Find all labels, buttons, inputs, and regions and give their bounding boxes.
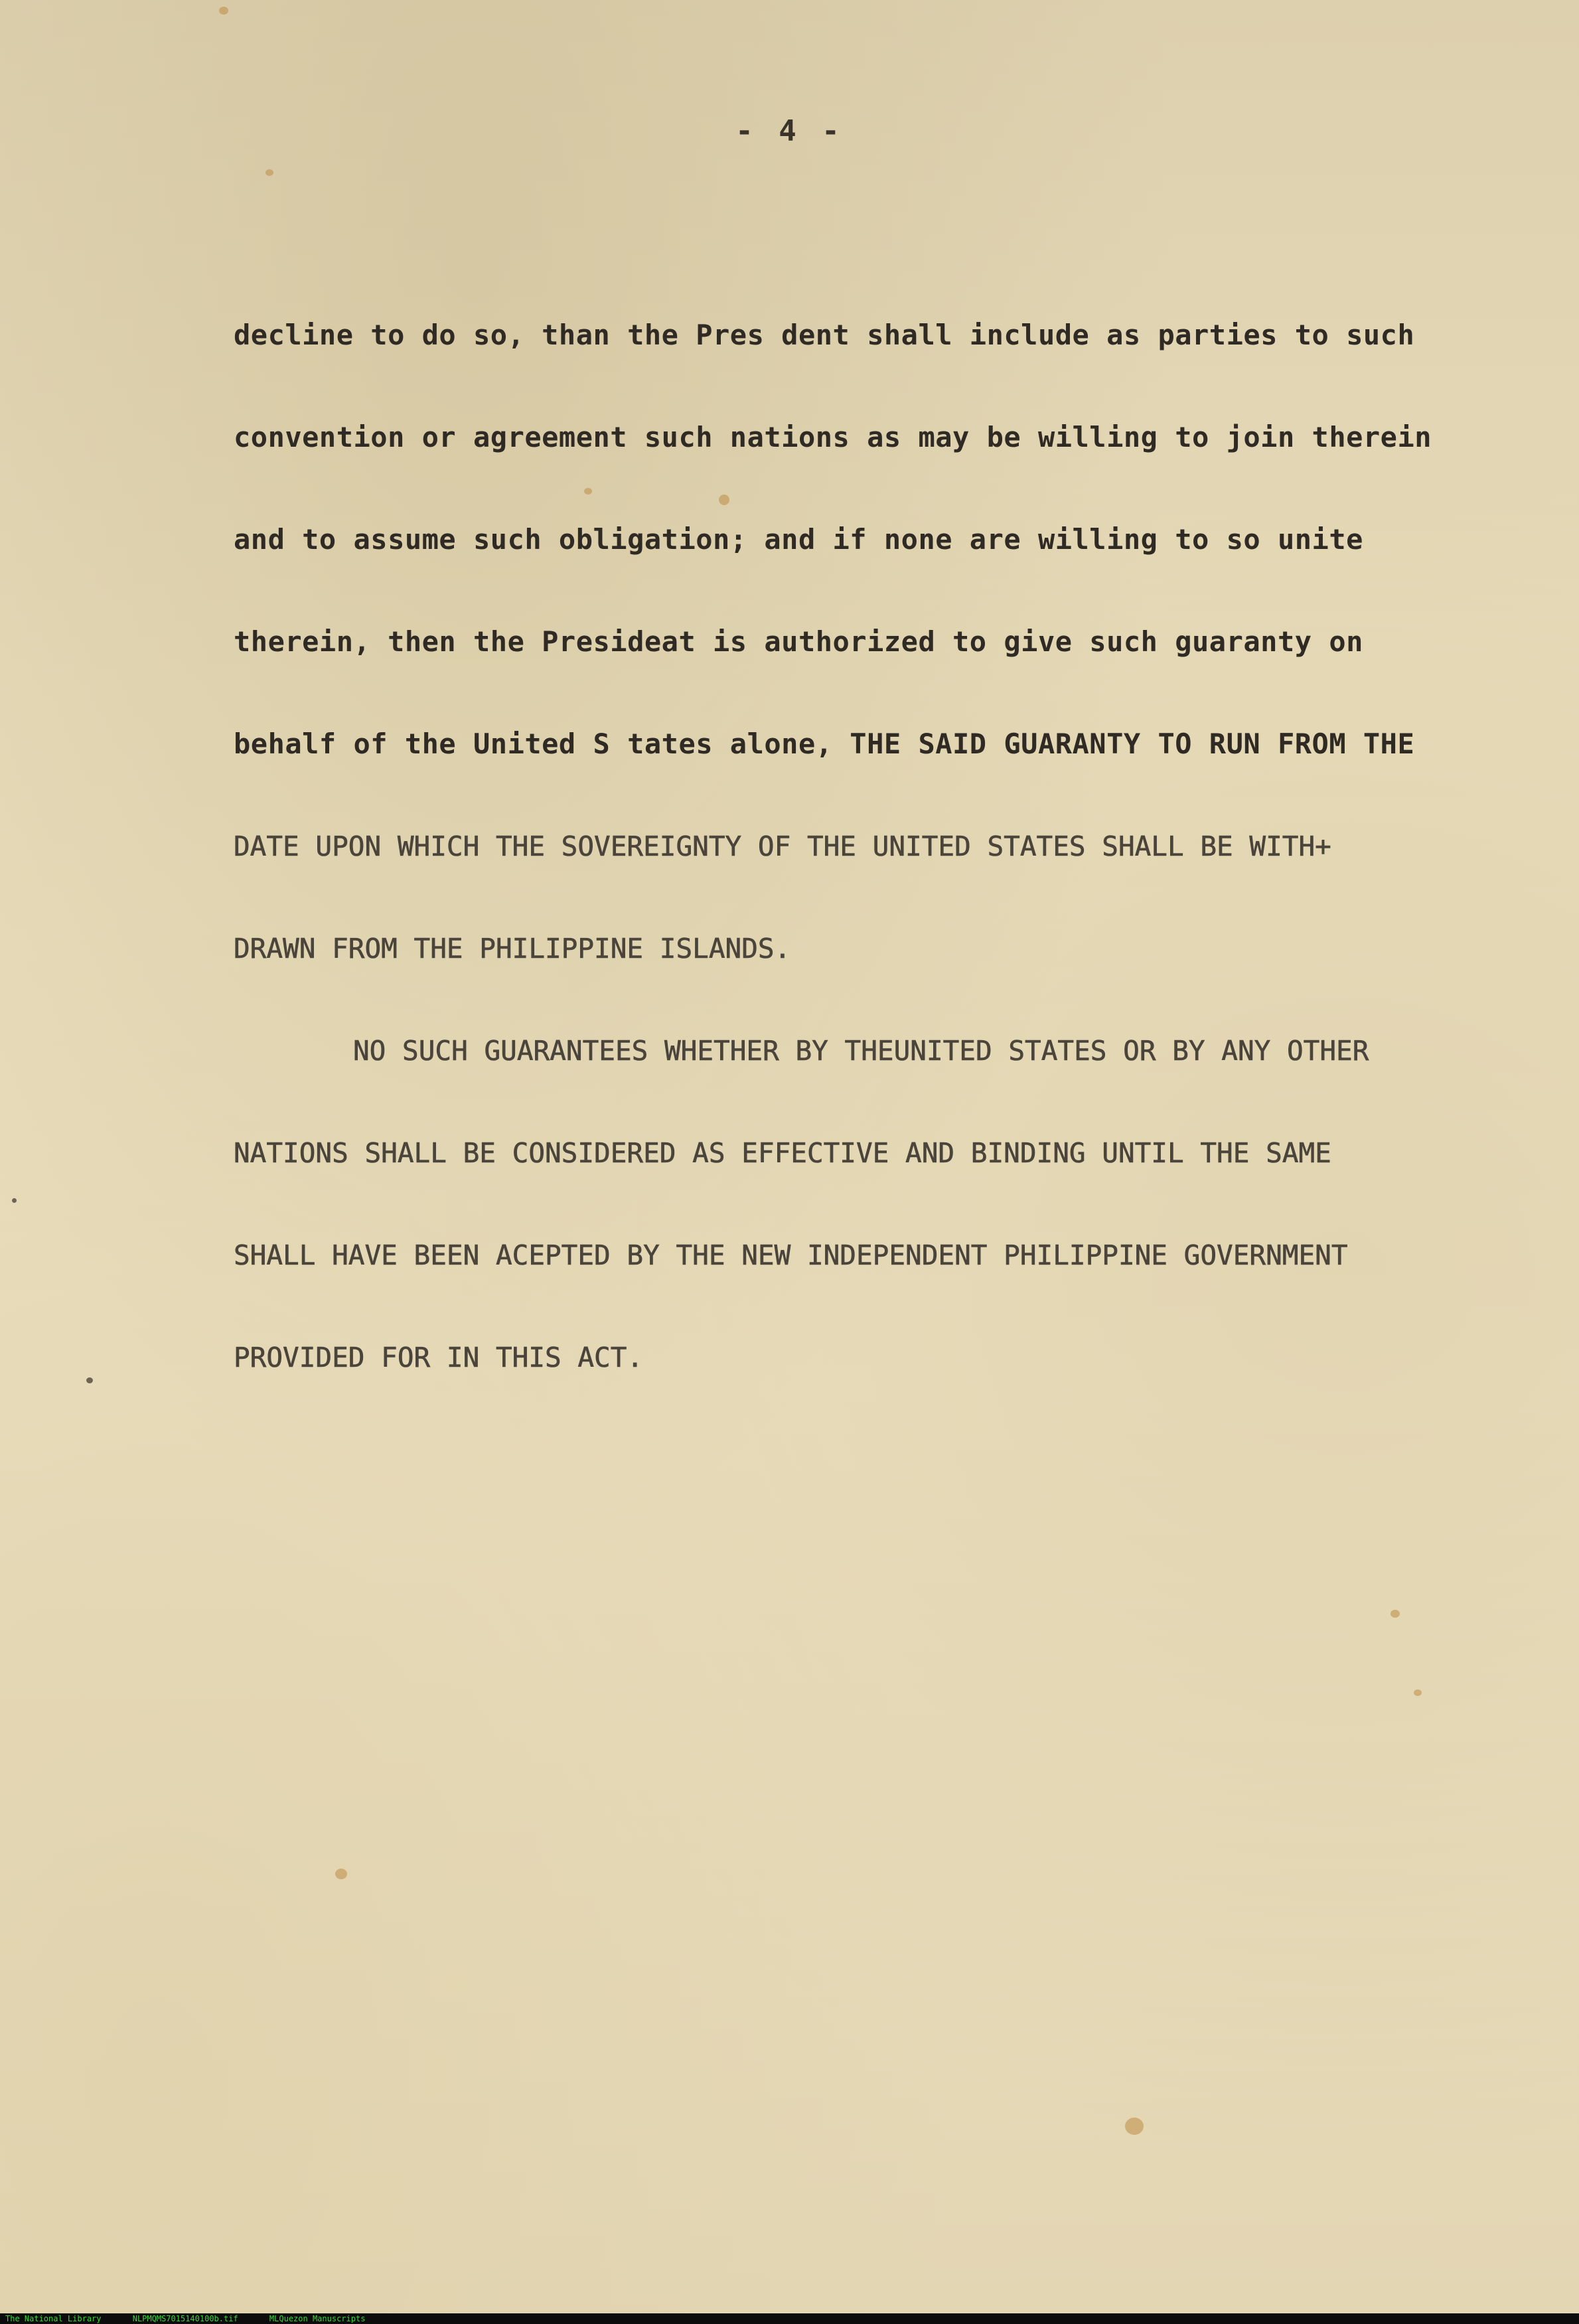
stain-spot	[1125, 2118, 1144, 2135]
archive-footer-bar	[0, 2313, 1579, 2324]
footer-library: The National Library	[5, 2314, 102, 2323]
stain-spot	[265, 169, 273, 176]
text-line: DATE UPON WHICH THE SOVEREIGNTY OF THE UNITED STATES SHALL BE WITH+	[234, 830, 1331, 862]
text-line: behalf of the United S tates alone, THE SAID GUARANTY TO RUN FROM THE	[234, 728, 1415, 760]
stain-spot	[1391, 1610, 1400, 1618]
text-line: SHALL HAVE BEEN ACEPTED BY THE NEW INDEPENDENT PHILIPPINE GOVERNMENT	[234, 1239, 1348, 1271]
stain-spot	[335, 1869, 347, 1879]
text-line: NATIONS SHALL BE CONSIDERED AS EFFECTIVE AND BINDING UNTIL THE SAME	[234, 1137, 1331, 1169]
footer-collection: MLQuezon Manuscripts	[269, 2314, 366, 2323]
text-line: and to assume such obligation; and if none are willing to so unite	[234, 523, 1363, 556]
stain-spot	[1414, 1689, 1422, 1696]
footer-file-name: NLPMQMS7015140100b.tif	[132, 2314, 238, 2323]
stain-spot	[86, 1377, 93, 1383]
stain-spot	[12, 1198, 17, 1203]
document-body	[234, 302, 1448, 1427]
paragraph-start-line: NO SUCH GUARANTEES WHETHER BY THEUNITED STATES OR BY ANY OTHER	[353, 1035, 1369, 1067]
text-line: decline to do so, than the Pres dent shall include as parties to such	[234, 319, 1415, 351]
text-line: DRAWN FROM THE PHILIPPINE ISLANDS.	[234, 933, 791, 965]
text-line: convention or agreement such nations as may be willing to join therein	[234, 421, 1432, 453]
text-line: therein, then the Presideat is authorized to give such guaranty on	[234, 625, 1363, 658]
text-line: PROVIDED FOR IN THIS ACT.	[234, 1342, 644, 1373]
stain-spot	[219, 7, 228, 15]
page-number: - 4 -	[735, 114, 844, 148]
